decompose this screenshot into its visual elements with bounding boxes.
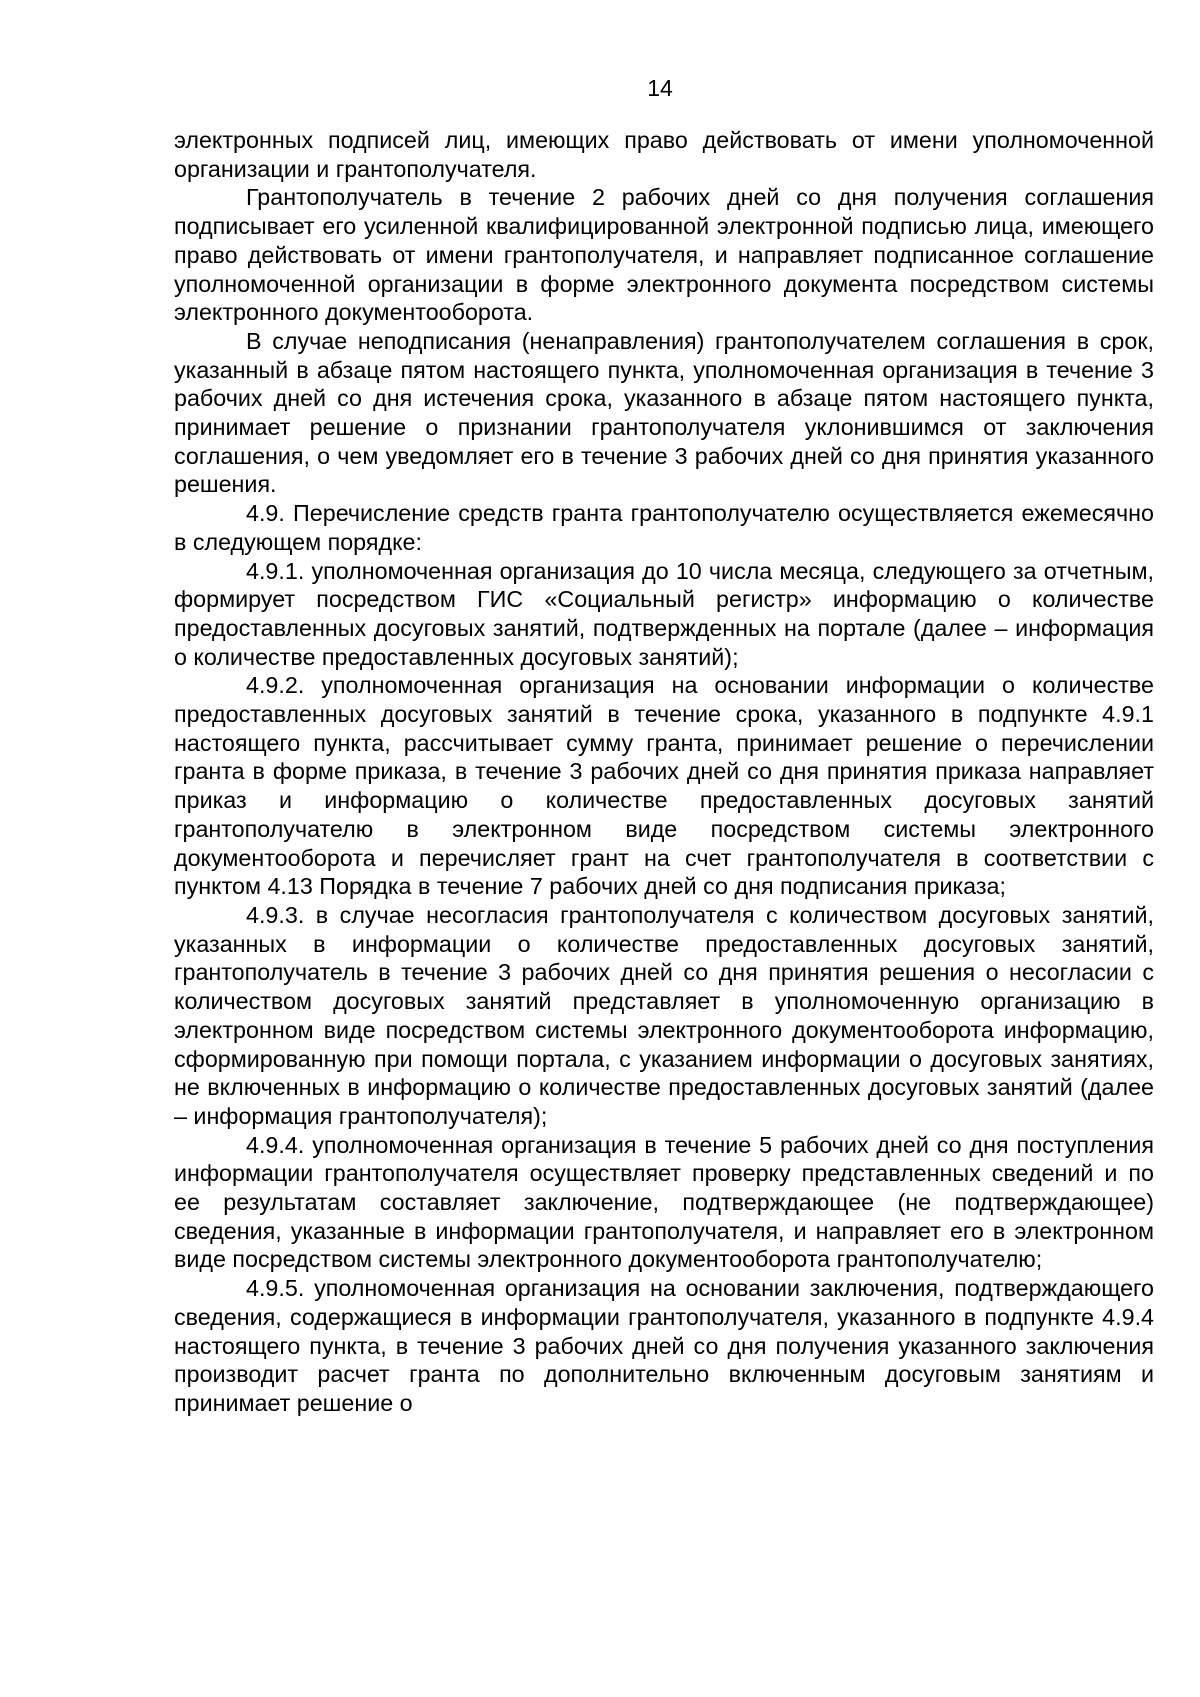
paragraph-continuation: электронных подписей лиц, имеющих право действовать от имени уполномоченной организации и грантополучателя. (174, 127, 1154, 182)
paragraph-4-9-3: 4.9.3. в случае несогласия грантополучателя с количеством досуговых занятий, указанных в информации о количестве предоставленных досуговых занятий, грантополучатель в течение 3 рабочих дней со дня принятия решения о несогласии с количеством досуговых занятий представляет в уполномоченную организацию в электронном виде посредством системы электронного документооборота информацию, сформированную при помощи портала, с указанием информации о досуговых занятиях, не включенных в информацию о количестве предоставленных досуговых занятий (далее – информация грантополучателя); (174, 901, 1154, 1129)
paragraph-signing-term: Грантополучатель в течение 2 рабочих дней со дня получения соглашения подписывает его усиленной квалифицированной электронной подписью лица, имеющего право действовать от имени грантополучателя, и направляет подписанное соглашение уполномоченной организации в форме электронного документа посредством системы электронного документооборота. (174, 184, 1154, 326)
document-body (174, 126, 1154, 1418)
paragraph-4-9: 4.9. Перечисление средств гранта грантополучателю осуществляется ежемесячно в следующем порядке: (174, 500, 1154, 555)
paragraph-4-9-1: 4.9.1. уполномоченная организация до 10 числа месяца, следующего за отчетным, формирует посредством ГИС «Социальный регистр» информацию о количестве предоставленных досуговых занятий, подтвержденных на портале (далее – информация о количестве предоставленных досуговых занятий); (174, 557, 1154, 670)
paragraph-4-9-2: 4.9.2. уполномоченная организация на основании информации о количестве предоставленных досуговых занятий в течение срока, указанного в подпункте 4.9.1 настоящего пункта, рассчитывает сумму гранта, принимает решение о перечислении гранта в форме приказа, в течение 3 рабочих дней со дня принятия приказа направляет приказ и информацию о количестве предоставленных досуговых занятий грантополучателю в электронном виде посредством системы электронного документооборота и перечисляет грант на счет грантополучателя в соответствии с пунктом 4.13 Порядка в течение 7 рабочих дней со дня подписания приказа; (174, 672, 1154, 900)
paragraph-non-signing: В случае неподписания (ненаправления) грантополучателем соглашения в срок, указанный в абзаце пятом настоящего пункта, уполномоченная организация в течение 3 рабочих дней со дня истечения срока, указанного в абзаце пятом настоящего пункта, принимает решение о признании грантополучателя уклонившимся от заключения соглашения, о чем уведомляет его в течение 3 рабочих дней со дня принятия указанного решения. (174, 327, 1154, 498)
paragraph-4-9-5: 4.9.5. уполномоченная организация на основании заключения, подтверждающего сведения, содержащиеся в информации грантополучателя, указанного в подпункте 4.9.4 настоящего пункта, в течение 3 рабочих дней со дня получения указанного заключения производит расчет гранта по дополнительно включенным досуговым занятиям и принимает решение о (174, 1275, 1154, 1416)
paragraph-4-9-4: 4.9.4. уполномоченная организация в течение 5 рабочих дней со дня поступления информации грантополучателя осуществляет проверку представленных сведений и по ее результатам составляет заключение, подтверждающее (не подтверждающее) сведения, указанные в информации грантополучателя, и направляет его в электронном виде посредством системы электронного документооборота грантополучателю; (174, 1131, 1154, 1273)
page-number: 14 (647, 75, 673, 101)
